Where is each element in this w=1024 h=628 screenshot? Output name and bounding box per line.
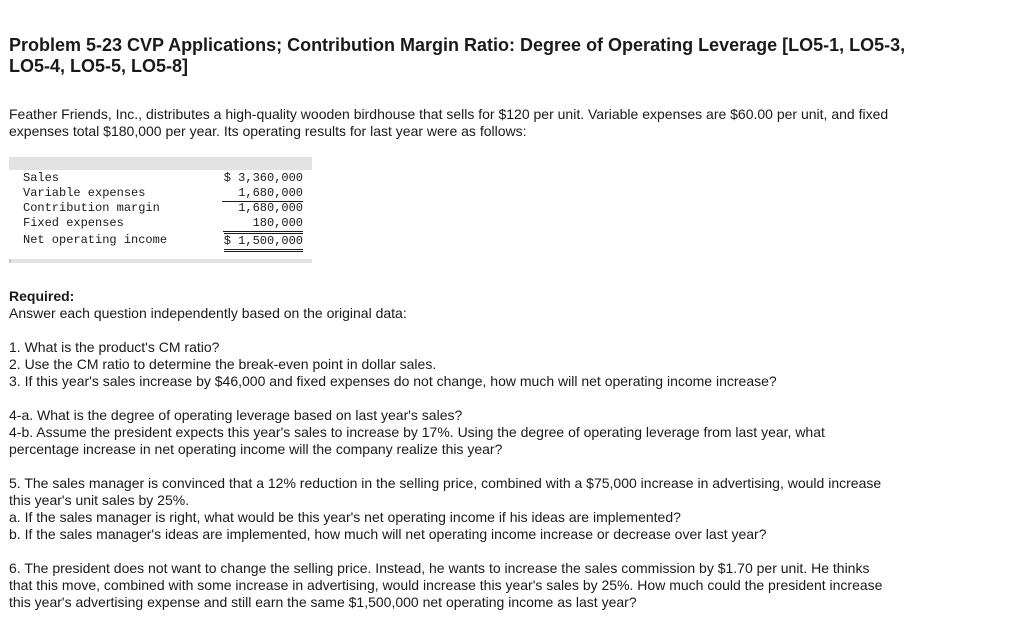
question-1: 1. What is the product's CM ratio? <box>9 339 220 355</box>
row-amount: $ 3,360,000 <box>223 171 303 185</box>
problem-title: Problem 5-23 CVP Applications; Contribution Margin Ratio: Degree of Operating Leverage [LO5-1, LO5-3, LO5-4, LO5-5, LO5-8] <box>9 35 906 76</box>
question-5a: a. If the sales manager is right, what would be this year's net operating income if his ideas are implemented? <box>9 509 681 525</box>
row-label: Sales <box>23 171 60 185</box>
row-amount: 1,680,000 <box>222 186 303 202</box>
table-header-bar <box>9 157 312 170</box>
questions-6 <box>9 560 889 611</box>
row-amount: 180,000 <box>223 216 303 232</box>
question-2: 2. Use the CM ratio to determine the break-even point in dollar sales. <box>9 356 437 372</box>
questions-5 <box>9 475 889 543</box>
questions-1-3 <box>9 339 909 390</box>
statement-row-fixed-expenses <box>23 216 312 231</box>
row-amount: 1,680,000 <box>238 201 303 215</box>
statement-row-contribution-margin <box>23 201 312 216</box>
question-4a: 4-a. What is the degree of operating leverage based on last year's sales? <box>9 407 463 423</box>
question-5b: b. If the sales manager's ideas are implemented, how much will net operating income increase or decrease over last year? <box>9 526 767 542</box>
question-5: 5. The sales manager is convinced that a 12% reduction in the selling price, combined with a $75,000 increase in advertising, would increase this year's unit sales by 25%. <box>9 475 882 508</box>
required-instruction: Answer each question independently based on the original data: <box>9 305 407 321</box>
required-heading: Required: <box>9 288 75 304</box>
question-6: 6. The president does not want to change the selling price. Instead, he wants to increase the sales commission by $1.70 per unit. He thinks that this move, combined with some increase in advertising, would increase this year's sales by 25%. How much could the president increase this year's advertising expense and still earn the same $1,500,000 net operating income as last year? <box>9 560 883 610</box>
statement-row-sales <box>23 171 312 186</box>
statement-row-variable-expenses <box>23 186 312 201</box>
income-statement-table <box>9 157 312 265</box>
row-label: Net operating income <box>23 233 168 247</box>
question-3: 3. If this year's sales increase by $46,000 and fixed expenses do not change, how much will net operating income increase? <box>9 373 777 389</box>
table-footer-bar <box>9 259 312 263</box>
row-label: Variable expenses <box>23 186 146 200</box>
required-section <box>9 288 909 322</box>
row-amount: $ 1,500,000 <box>224 233 303 252</box>
row-label: Contribution margin <box>23 201 160 215</box>
statement-row-net-operating-income <box>23 233 312 251</box>
questions-4 <box>9 407 889 458</box>
question-4b: 4-b. Assume the president expects this year's sales to increase by 17%. Using the degree of operating leverage from last year, what percentage increase in net operating income will the company realize this year? <box>9 424 825 457</box>
row-label: Fixed expenses <box>23 216 124 230</box>
problem-intro: Feather Friends, Inc., distributes a high-quality wooden birdhouse that sells for $120 per unit. Variable expenses are $60.00 per unit, and fixed expenses total $180,000 per year. Its operating results for last year were as follows: <box>9 106 889 139</box>
